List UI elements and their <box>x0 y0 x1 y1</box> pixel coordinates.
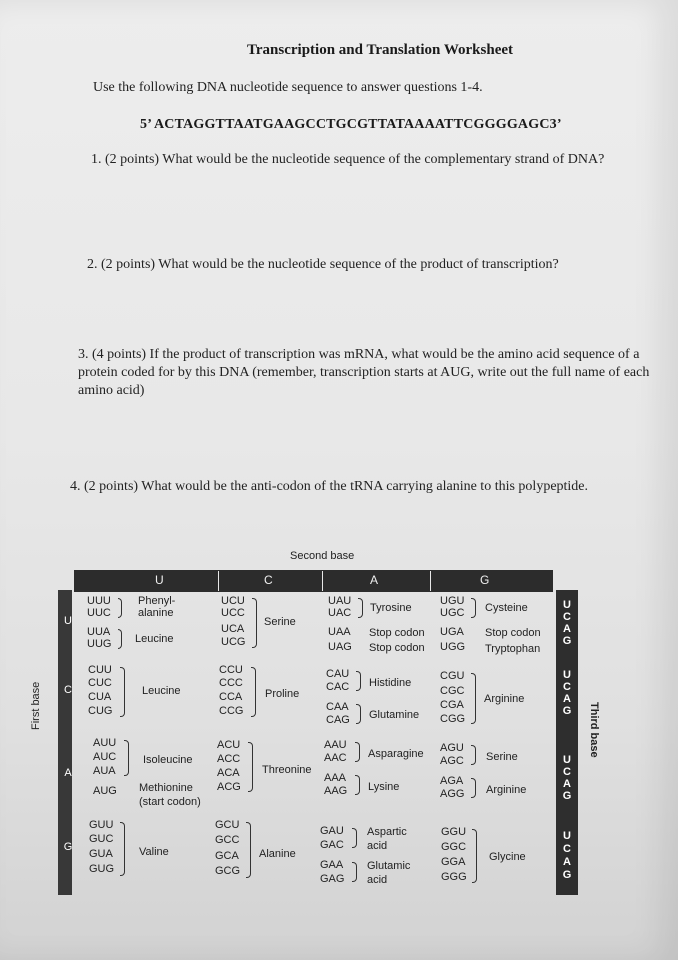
codon: CGU <box>440 670 465 682</box>
codon: GGC <box>441 841 467 853</box>
bracket <box>120 822 125 876</box>
bracket <box>472 829 477 883</box>
codon: AAA <box>324 772 347 784</box>
codon: AAG <box>324 785 348 797</box>
amino-acid: Alanine <box>259 848 296 860</box>
codon: UGC <box>440 607 465 619</box>
third-base-u: U <box>563 669 571 681</box>
amino-acid: (start codon) <box>139 796 201 808</box>
codon: ACC <box>217 753 241 765</box>
amino-acid: Valine <box>139 846 169 858</box>
codon: ACA <box>217 767 240 779</box>
third-base-u: U <box>563 599 571 611</box>
codon: UAA <box>328 626 351 638</box>
amino-acid: Leucine <box>142 685 181 697</box>
bracket <box>471 778 476 798</box>
codon: UGA <box>440 626 464 638</box>
bracket <box>352 862 357 882</box>
amino-acid: Cysteine <box>485 602 528 614</box>
codon: GGG <box>441 871 467 883</box>
third-base-a: A <box>563 856 571 868</box>
column-header-u: U <box>155 573 164 587</box>
amino-acid: alanine <box>138 607 174 619</box>
amino-acid: acid <box>367 840 388 852</box>
codon: UGG <box>440 641 466 653</box>
bracket <box>352 828 357 848</box>
codon: UUU <box>87 595 111 607</box>
amino-acid: Aspartic <box>367 826 407 838</box>
codon: CGC <box>440 685 465 697</box>
first-base-g: G <box>63 841 73 853</box>
codon: CAC <box>326 681 350 693</box>
bracket <box>471 745 476 765</box>
third-base-g: G <box>562 705 572 717</box>
amino-acid: acid <box>367 874 388 886</box>
codon: AUC <box>93 751 117 763</box>
bracket <box>358 598 363 618</box>
amino-acid: Glutamine <box>369 709 420 721</box>
codon: UCC <box>221 607 245 619</box>
amino-acid: Threonine <box>262 764 312 776</box>
amino-acid: Serine <box>486 751 518 763</box>
bracket <box>248 742 253 792</box>
codon: AGU <box>440 742 464 754</box>
instructions: Use the following DNA nucleotide sequence to answer questions 1-4. <box>93 80 483 95</box>
codon: CCA <box>219 691 243 703</box>
column-header-g: G <box>480 573 490 587</box>
bracket <box>124 740 129 776</box>
third-base-a: A <box>563 693 571 705</box>
bracket <box>118 629 122 649</box>
codon: ACU <box>217 739 241 751</box>
codon: GUC <box>89 833 114 845</box>
bracket <box>252 598 257 648</box>
codon: AAC <box>324 752 347 764</box>
codon: CAG <box>326 714 350 726</box>
third-base-a: A <box>563 623 571 635</box>
codon: CGG <box>440 713 466 725</box>
amino-acid: Methionine <box>139 782 193 794</box>
bracket <box>118 598 122 618</box>
third-base-u: U <box>563 754 571 766</box>
dna-sequence: 5’ ACTAGGTTAATGAAGCCTGCGTTATAAAATTCGGGGAGC3’ <box>140 117 562 132</box>
third-base-c: C <box>563 611 571 623</box>
amino-acid: Proline <box>265 688 300 700</box>
bracket <box>355 775 360 795</box>
codon: GCU <box>215 819 240 831</box>
third-base-u: U <box>563 830 571 842</box>
codon: GAA <box>320 859 344 871</box>
codon: GAC <box>320 839 344 851</box>
amino-acid: Tyrosine <box>370 602 412 614</box>
third-base-g: G <box>562 635 572 647</box>
amino-acid: Asparagine <box>368 748 424 760</box>
amino-acid: Leucine <box>135 633 174 645</box>
codon: AGC <box>440 755 464 767</box>
codon: UUC <box>87 607 111 619</box>
codon: AGG <box>440 788 465 800</box>
stop-codon-label: Stop codon <box>369 642 425 654</box>
codon: GCG <box>215 865 241 877</box>
third-base-g: G <box>562 869 572 881</box>
codon: UAC <box>328 607 352 619</box>
question-2: 2. (2 points) What would be the nucleotide sequence of the product of transcription? <box>87 257 559 272</box>
codon: GUU <box>89 819 114 831</box>
bracket <box>471 598 476 618</box>
codon: GAU <box>320 825 344 837</box>
codon: UCA <box>221 623 245 635</box>
codon: GAG <box>320 873 345 885</box>
bracket <box>356 704 361 724</box>
codon: UAG <box>328 641 352 653</box>
first-base-c: C <box>64 684 72 696</box>
amino-acid: Phenyl- <box>138 595 176 607</box>
codon: AUU <box>93 737 117 749</box>
bracket <box>120 667 125 717</box>
amino-acid: Isoleucine <box>143 754 193 766</box>
codon: AGA <box>440 775 464 787</box>
codon: CGA <box>440 699 464 711</box>
bracket <box>355 742 360 762</box>
bracket <box>246 822 251 878</box>
amino-acid: Tryptophan <box>485 643 541 655</box>
codon: GCA <box>215 850 239 862</box>
third-base-a: A <box>563 778 571 790</box>
codon: GCC <box>215 834 240 846</box>
stop-codon-label: Stop codon <box>485 627 541 639</box>
amino-acid: Arginine <box>484 693 525 705</box>
column-divider <box>430 571 431 591</box>
codon: AUA <box>93 765 116 777</box>
question-1: 1. (2 points) What would be the nucleotide sequence of the complementary strand of DNA? <box>91 152 605 167</box>
first-base-u: U <box>64 615 72 627</box>
bracket <box>356 671 361 691</box>
codon: UAU <box>328 595 352 607</box>
column-divider <box>218 571 219 591</box>
stop-codon-label: Stop codon <box>369 627 425 639</box>
codon: UGU <box>440 595 465 607</box>
codon: UCG <box>221 636 246 648</box>
first-base-axis-label: First base <box>30 681 42 730</box>
amino-acid: Glycine <box>489 851 526 863</box>
worksheet-title: Transcription and Translation Worksheet <box>246 42 513 58</box>
bracket <box>471 673 476 724</box>
codon: GUA <box>89 848 113 860</box>
codon: GGA <box>441 856 466 868</box>
question-4: 4. (2 points) What would be the anti-codon of the tRNA carrying alanine to this polypeptide. <box>70 479 589 494</box>
third-base-c: C <box>563 766 571 778</box>
third-base-c: C <box>563 843 571 855</box>
third-base-g: G <box>562 790 572 802</box>
codon: UCU <box>221 595 245 607</box>
column-divider <box>322 571 323 591</box>
amino-acid: Arginine <box>486 784 527 796</box>
codon: GGU <box>441 826 467 838</box>
codon: CAU <box>326 668 350 680</box>
third-base-c: C <box>563 681 571 693</box>
codon: GUG <box>89 863 115 875</box>
bracket <box>251 667 256 717</box>
codon: CUA <box>88 691 112 703</box>
amino-acid: Histidine <box>369 677 412 689</box>
codon: CUC <box>88 677 112 689</box>
codon: UUA <box>87 626 111 638</box>
amino-acid: Glutamic <box>367 860 411 872</box>
amino-acid: Serine <box>264 616 296 628</box>
question-3: 3. (4 points) If the product of transcription was mRNA, what would be the amino acid sequence of a protein coded for by this DNA (remember, transcription starts at AUG, write out the full name of each amino acid) <box>78 347 650 398</box>
codon: CCU <box>219 664 243 676</box>
amino-acid: Lysine <box>368 781 400 793</box>
third-base-axis-label: Third base <box>588 702 600 758</box>
codon: UUG <box>87 638 112 650</box>
codon: CUG <box>88 705 113 717</box>
codon: CAA <box>326 701 349 713</box>
column-header-c: C <box>264 573 273 587</box>
codon: CUU <box>88 664 112 676</box>
first-base-a: A <box>64 767 72 779</box>
codon: CCC <box>219 677 243 689</box>
codon: AAU <box>324 739 347 751</box>
codon: ACG <box>217 781 241 793</box>
codon: AUG <box>93 785 117 797</box>
column-header-a: A <box>370 573 379 587</box>
codon: CCG <box>219 705 244 717</box>
second-base-label: Second base <box>290 550 355 562</box>
